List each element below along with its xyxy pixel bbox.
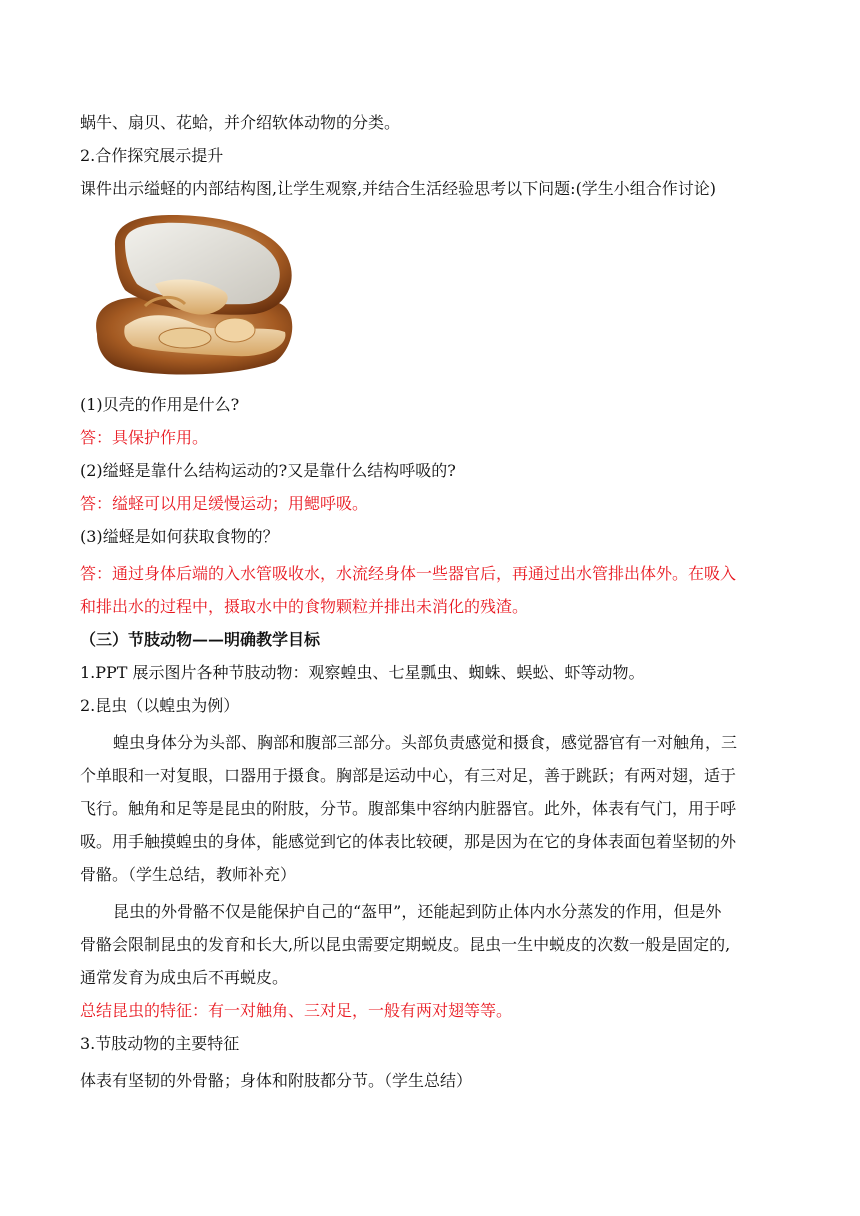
paragraph-exoskeleton-line-1: 昆虫的外骨骼不仅是能保护自己的“盔甲”，还能起到防止体内水分蒸发的作用，但是外 (113, 902, 722, 921)
section-heading-cooperative-inquiry: 2.合作探究展示提升 (80, 146, 224, 165)
question-2: (2)缢蛏是靠什么结构运动的?又是靠什么结构呼吸的? (80, 461, 456, 480)
paragraph-locust-line-5: 骨骼。（学生总结，教师补充） (80, 865, 297, 884)
question-3: (3)缢蛏是如何获取食物的？ (80, 527, 279, 546)
item-1-ppt: 1.PPT 展示图片各种节肢动物：观察蝗虫、七星瓢虫、蜘蛛、蜈蚣、虾等动物。 (80, 663, 645, 682)
line-courseware-intro: 课件出示缢蛏的内部结构图,让学生观察,并结合生活经验思考以下问题:(学生小组合作讨论) (80, 179, 717, 198)
paragraph-locust-line-3: 飞行。触角和足等是昆虫的附肢，分节。腹部集中容纳内脏器官。此外，体表有气门，用于呼 (80, 799, 737, 818)
answer-3-line-1: 答：通过身体后端的入水管吸收水，水流经身体一些器官后，再通过出水管排出体外。在吸入 (80, 564, 737, 583)
razor-clam-image (85, 206, 305, 378)
line-1: 蜗牛、扇贝、花蛤，并介绍软体动物的分类。 (80, 113, 401, 132)
paragraph-locust-line-4: 吸。用手触摸蝗虫的身体，能感觉到它的体表比较硬，那是因为在它的身体表面包着坚韧的外 (80, 832, 737, 851)
paragraph-exoskeleton-line-3: 通常发育为成虫后不再蜕皮。 (80, 968, 289, 987)
arthropod-features-text: 体表有坚韧的外骨骼；身体和附肢都分节。（学生总结） (80, 1071, 473, 1090)
paragraph-locust-line-1: 蝗虫身体分为头部、胸部和腹部三部分。头部负责感觉和摄食，感觉器官有一对触角，三 (113, 733, 738, 752)
item-2-insects: 2.昆虫（以蝗虫为例） (80, 696, 240, 715)
insect-summary: 总结昆虫的特征：有一对触角、三对足，一般有两对翅等等。 (80, 1001, 513, 1020)
answer-3-line-2: 和排出水的过程中，摄取水中的食物颗粒并排出未消化的残渣。 (80, 597, 529, 616)
paragraph-exoskeleton-line-2: 骨骼会限制昆虫的发育和长大,所以昆虫需要定期蜕皮。昆虫一生中蜕皮的次数一般是固定的, (80, 935, 731, 954)
item-3-arthropod-features: 3.节肢动物的主要特征 (80, 1034, 240, 1053)
answer-1: 答：具保护作用。 (80, 428, 209, 447)
answer-2: 答：缢蛏可以用足缓慢运动；用鳃呼吸。 (80, 494, 369, 513)
paragraph-locust-line-2: 个单眼和一对复眼，口器用于摄食。胸部是运动中心，有三对足，善于跳跃；有两对翅，适于 (80, 766, 737, 785)
section-heading-arthropods: （三）节肢动物——明确教学目标 (80, 630, 321, 649)
question-1: (1)贝壳的作用是什么? (80, 395, 240, 414)
